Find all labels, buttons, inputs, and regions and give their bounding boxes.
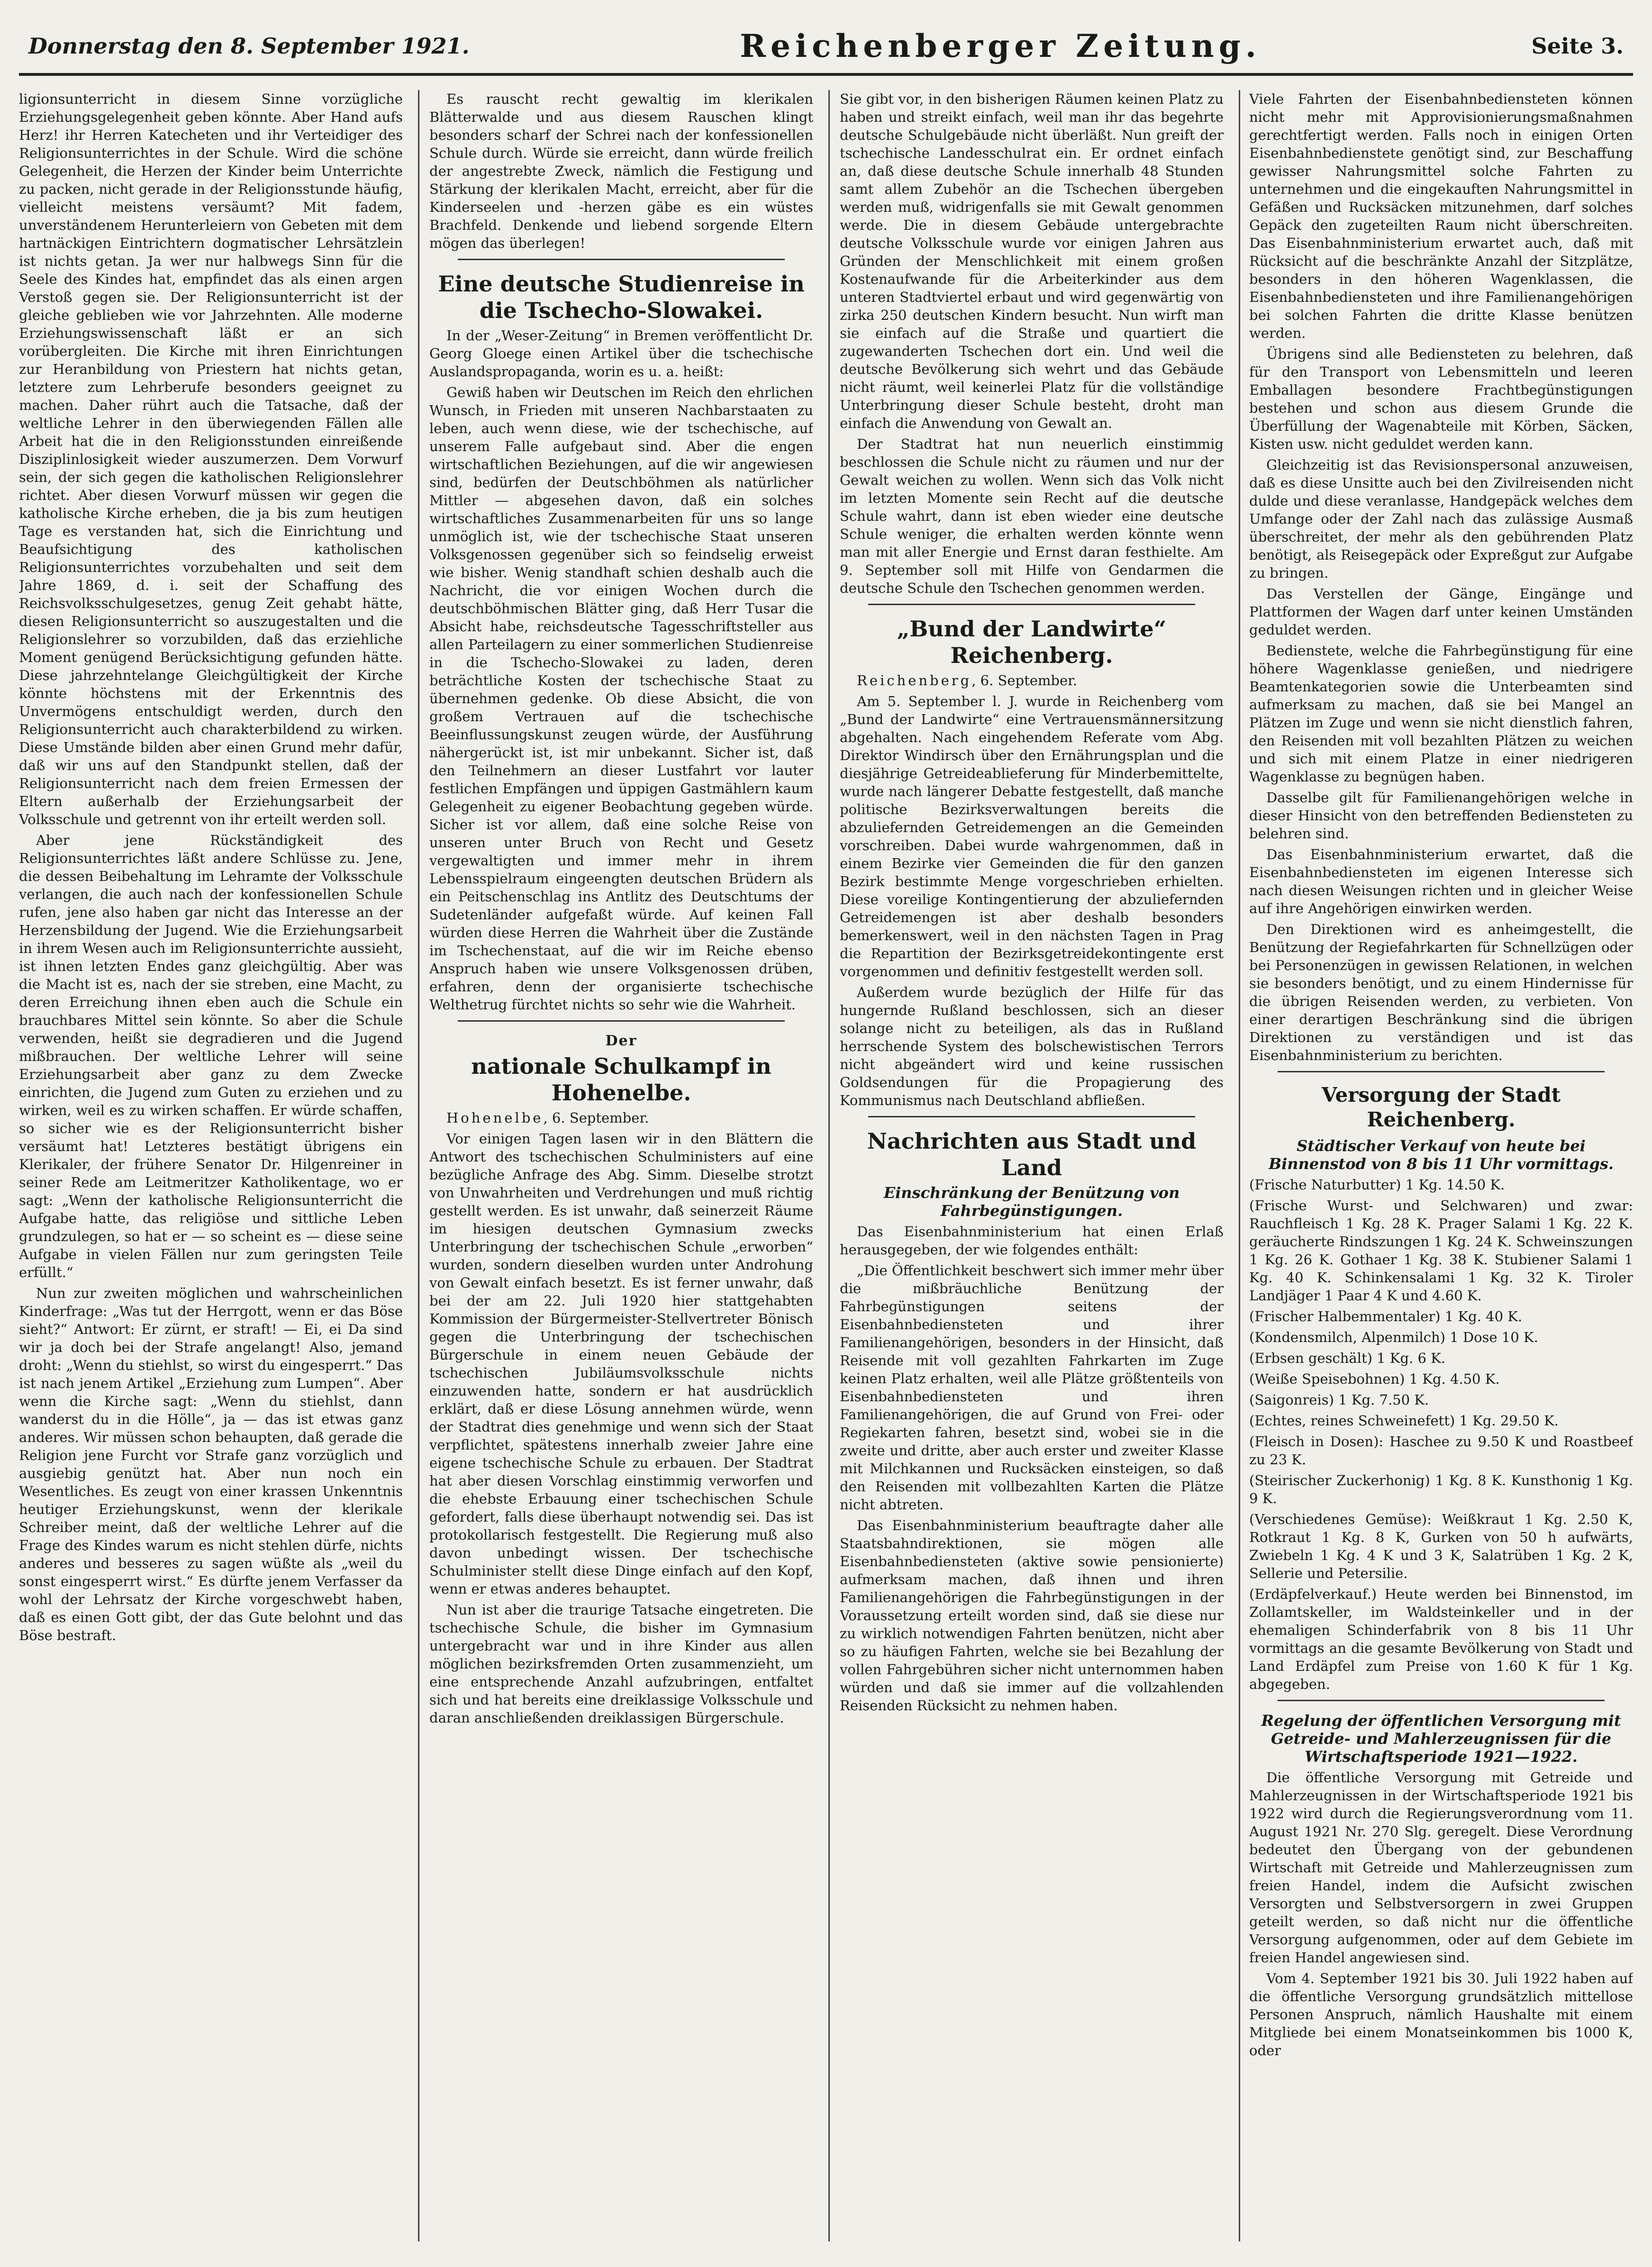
dateline-date: , 6. September. <box>971 672 1078 689</box>
paragraph: In der „Weser-Zeitung“ in Bremen veröffentlicht Dr. Georg Gloege einen Artikel über die tschechische Auslandspropaganda, worin es u. a. heißt: <box>429 327 813 380</box>
section-divider <box>1278 1700 1605 1701</box>
column-1 <box>19 90 403 2241</box>
article-headline: Versorgung der Stadt Reichenberg. <box>1321 1083 1561 1131</box>
price-item: (Erdäpfelverkauf.) Heute werden bei Binnenstod, im Zollamtskeller, im Waldsteinkeller und in der ehemaligen Schinderfabrik von 8 bis 11 Uhr vormittags an die gesamte Bevölkerung von Stadt und Land Erdäpfel zum Preise von 1.60 K für 1 Kg. abgegeben. <box>1249 1586 1633 1692</box>
paragraph: Das Eisenbahnministerium hat einen Erlaß herausgegeben, der wie folgendes enthält: <box>840 1224 1224 1258</box>
paragraph: Das Eisenbahnministerium erwartet, daß die Eisenbahnbediensteten im eigenen Interesse sich nach diesen Weisungen richten und in gleicher Weise auf ihre Angehörigen einwirken werden. <box>1249 846 1633 916</box>
newspaper-page <box>19 19 1633 2248</box>
paragraph: ligionsunterricht in diesem Sinne vorzügliche Erziehungsgelegenheit geben könnte. Aber Hand aufs Herz! ihr Herren Katecheten und ihr Verteidiger des Religionsunterrichtes in der Schule. Wird die schöne Gelegenheit, die Herzen der Kinder beim Unterrichte zu packen, nicht gerade in der Religionsstunde häufig, vielleicht meistens versäumt? Mit fadem, unverständenem Herunterleiern von Gebeten mit dem hartnäckigen Eintrichtern dogmatischer Lehrsätzlein ist nichts getan. Ja wer nur halbwegs Sinn für die Seele des Kindes hat, empfindet das als einen argen Verstoß gegen sie. Der Religionsunterricht ist der gleiche geblieben wie vor Jahrzehnten. Alle moderne Erziehungswissenschaft läßt er an sich vorübergleiten. Die Kirche mit ihren Einrichtungen zur Heranbildung von Priestern hat nichts getan, letztere zum Lehrberufe besonders geeignet zu machen. Daher rührt auch die Tatsache, daß der weltliche Lehrer in den überwiegenden Fällen alle Arbeit hat die in den Religionsstunden einreißende Disziplinlosigkeit wieder auszumerzen. Dem Vorwurf sein, der sich gegen die katholischen Religionslehrer richtet. Aber diesen Vorwurf müssen wir gegen die katholische Kirche erheben, die ja bis zum heutigen Tage es verstanden hat, sich die Einrichtung und Beaufsichtigung des katholischen Religionsunterrichtes vorzubehalten und seit dem Jahre 1869, d. i. seit der Schaffung des Reichsvolksschulgesetzes, genug Zeit gehabt hätte, diesen Religionsunterricht so auszugestalten und die Religionslehrer so vorzubilden, daß das erziehliche Moment genügend Berücksichtigung gefunden hätte. Diese jahrzehntelange Gleichgültigkeit der Kirche könnte höchstens mit der Erkenntnis des Unvermögens entschuldigt werden, durch den Religionsunterricht auch charakterbildend zu wirken. Diese Umstände bilden aber einen Grund mehr dafür, daß wir uns auf den Standpunkt stellen, daß der Religionsunterricht nach dem freien Ermessen der Eltern außerhalb der Erziehungsarbeit der Volksschule und getrennt von ihr erteilt werden soll. <box>19 91 403 827</box>
dateline-date: , 6. September. <box>543 1110 649 1126</box>
column-3 <box>840 90 1224 2241</box>
price-item: (Saigonreis) 1 Kg. 7.50 K. <box>1249 1392 1429 1408</box>
price-item: (Steirischer Zuckerhonig) 1 Kg. 8 K. Kunsthonig 1 Kg. 9 K. <box>1249 1472 1633 1506</box>
article-headline: Eine deutsche Studienreise in die Tschecho-Slowakei. <box>438 271 805 323</box>
section-divider <box>458 1020 785 1022</box>
paragraph: Es rauscht recht gewaltig im klerikalen Blätterwalde und aus diesem Rauschen klingt besonders scharf der Schrei nach der konfessionellen Schule durch. Würde sie erreicht, dann würde freilich der angestrebte Zweck, nämlich die Festigung und Stärkung der klerikalen Macht, erreicht, aber für die Kinderseelen und -herzen gäbe es ein wüstes Brachfeld. Denkende und liebend sorgende Eltern mögen das überlegen! <box>429 91 813 251</box>
dateline <box>429 1109 813 1127</box>
dateline-place: Reichenberg <box>857 672 972 689</box>
paragraph: Sie gibt vor, in den bisherigen Räumen keinen Platz zu haben und streikt einfach, weil man ihr das begehrte deutsche Schulgebäude nicht überläßt. Nun greift der tschechische Landesschulrat ein. Er ordnet einfach an, daß diese deutsche Schule innerhalb 48 Stunden samt allem Zubehör an die Tschechen übergeben werden muß, widrigenfalls sie mit Gewalt genommen werde. Die in diesem Gebäude untergebrachte deutsche Volksschule wurde vor einigen Jahren aus Gründen der Menschlichkeit mit einem großen Kostenaufwande für die Arbeiterkinder aus dem unteren Stadtviertel erbaut und wird gegenwärtig von zirka 250 deutschen Kindern besucht. Nun wirft man sie einfach auf die Straße und quartiert die zugewanderten Tschechen dort ein. Und weil die deutsche Bevölkerung sich wehrt und das Gebäude nicht räumt, weil keinerlei Platz für die vollständige Unterbringung dieser Schule besteht, droht man einfach die Anwendung von Gewalt an. <box>840 91 1224 431</box>
price-item: (Frische Wurst- und Selchwaren) und zwar: Rauchfleisch 1 Kg. 28 K. Prager Salami 1 Kg. 22 K. geräucherte Rindszungen 1 Kg. 24 K. Schweinszungen 1 Kg. 26 K. Gothaer 1 Kg. 38 K. Stubiener Salami 1 Kg. 40 K. Schinkensalami 1 Kg. 32 K. Tiroler Landjäger 1 Paar 4 K und 4.60 K. <box>1249 1197 1633 1304</box>
column-2 <box>429 90 813 2241</box>
paragraph: Nun zur zweiten möglichen und wahrscheinlichen Kinderfrage: „Was tut der Herrgott, wenn er das Böse sieht?“ Antwort: Er zürnt, er straft! — Ei, ei Da sind wir ja doch bei der Strafe angelangt! Also, jemand droht: „Wenn du stiehlst, so wirst du eingesperrt.“ Das ist nach jenem Artikel „Erziehung zum Lumpen“. Aber wenn die Kirche sagt: „Wenn du stiehlst, dann wanderst du in die Hölle“, ja — das ist etwas ganz anderes. Wir müssen schon behaupten, daß gerade die Religion jene Furcht vor Strafe ganz vorzüglich und ausgiebig genützt hat. Aber nun noch ein Wesentliches. Es zeugt von einer krassen Unkenntnis heutiger Erziehungskunst, wenn der klerikale Schreiber meint, daß der weltliche Lehrer auf die Frage des Kindes warum es nicht stehlen dürfe, nichts anderes und besseres zu sagen wüßte als „weil du sonst eingesperrt wirst.“ Es dürfte jenem Verfasser da wohl der Lehrsatz der Kirche vorgeschwebt haben, daß es einen Gott gibt, der das Gute belohnt und das Böse bestraft. <box>19 1285 403 1643</box>
price-item: (Fleisch in Dosen): Haschee zu 9.50 K und Roastbeef zu 23 K. <box>1249 1433 1633 1468</box>
dateline <box>840 671 1224 689</box>
price-item: (Verschiedenes Gemüse): Weißkraut 1 Kg. 2.50 K, Rotkraut 1 Kg. 8 K, Gurken von 50 h aufwärts, Zwiebeln 1 Kg. 4 K und 3 K, Salatrüben 1 Kg. 2 K, Sellerie und Petersilie. <box>1249 1511 1633 1581</box>
paragraph: Übrigens sind alle Bediensteten zu belehren, daß für den Transport von Lebensmitteln und leeren Emballagen besondere Frachtbegünstigungen bestehen und schon aus diesem Grunde die Überfüllung der Wagenabteile mit Körben, Säcken, Kisten usw. nicht geduldet werden kann. <box>1249 346 1633 452</box>
page-number: Seite 3. <box>1531 33 1624 59</box>
article-versorgung <box>1249 1083 1633 1693</box>
paragraph: Gewiß haben wir Deutschen im Reich den ehrlichen Wunsch, in Frieden mit unseren Nachbarstaaten zu leben, auch wenn diese, wie der tschechische, auf unserem Falle aufgebaut sind. Aber die engen wirtschaftlichen Beziehungen, auf die wir angewiesen sind, bedürfen der Deutschböhmen als natürlicher Mittler — abgesehen davon, daß ein solches wirtschaftliches Zusammenarbeiten für uns so lange unmöglich ist, wie der tschechische Staat unseren Volksgenossen gegenüber sich so feindselig erweist wie bisher. Wenig standhaft schien deshalb auch die Nachricht, die vor einigen Wochen durch die deutschböhmischen Blätter ging, daß Herr Tusar die Absicht habe, reichsdeutsche Tagesschriftsteller aus allen Parteilagern zu einer sommerlichen Studienreise in die Tschecho-Slowakei zu laden, deren beträchtliche Kosten der tschechische Staat zu übernehmen gedenke. Ob diese Absicht, die von großem Vertrauen auf die tschechische Beeinflussungskunst zeugen würde, der Ausführung nähergerückt ist, ist mir unbekannt. Sicher ist, daß den Teilnehmern an dieser Lustfahrt vor lauter festlichen Empfängen und üppigen Gastmählern kaum Gelegenheit zu eigener Beobachtung gegeben würde. Sicher ist vor allem, daß eine solche Reise von unseren unter Bruch von Recht und Gesetz vergewaltigten und immer mehr in ihrem Lebensspielraum eingeengten deutschen Brüdern als ein Peitschenschlag ins Antlitz des Deutschtums der Sudetenländer aufgefaßt würde. Auf keinen Fall würden diese Herren die Wahrheit über die Zustände im Tschechenstaat, auf die wir im Reiche ebenso Anspruch haben wie unsere Volksgenossen drüben, erfahren, denn der organisierte tschechische Welthetrug fürchtet nichts so sehr wie die Wahrheit. <box>429 384 813 1013</box>
paragraph: Am 5. September l. J. wurde in Reichenberg vom „Bund der Landwirte“ eine Vertrauensmännersitzung abgehalten. Nach eingehendem Referate vom Abg. Direktor Windirsch über den Ernährungsplan und die diesjährige Getreideablieferung für Minderbemittelte, wurde nach längerer Debatte festgestellt, daß manche politische Bezirksverwaltungen bereits die abzuliefernden Getreidemengen an die Gemeinden vorschreiben. Dabei wurde wahrgenommen, daß in einem Bezirke vier Gemeinden die für den ganzen Bezirk bestimmte Menge vorgeschrieben erhielten. Diese voreilige Kontingentierung der abzuliefernden Getreidemengen ist aber deshalb besonders bemerkenswert, weil in den nächsten Tagen in Prag die Repartition der Bezirksgetreidekontingente erst vorgenommen und definitiv festgestellt werden soll. <box>840 693 1224 979</box>
article-headline: Regelung der öffentlichen Versorgung mit Getreide- und Mahlerzeugnissen für die Wirtschaftsperiode 1921—1922. <box>1261 1712 1621 1766</box>
article-studienreise <box>429 271 813 1014</box>
masthead <box>19 19 1633 76</box>
article-subheadline: Einschränkung der Benützung von Fahrbegünstigungen. <box>883 1184 1180 1220</box>
paragraph: Den Direktionen wird es anheimgestellt, die Benützung der Regiefahrkarten für Schnellzügen oder bei Personenzügen in gewissen Relationen, in welchen sie besonders benötigt, und zu einem Hindernisse für die übrigen Reisenden werden, zu verbieten. Von einer derartigen Beschränkung sind die übrigen Direktionen zu verständigen und ist das Eisenbahnministerium zu berichten. <box>1249 921 1633 1063</box>
paragraph: Gleichzeitig ist das Revisionspersonal anzuweisen, daß es diese Unsitte auch bei den Zivilreisenden nicht dulde und diese veranlasse, Handgepäck welches dem Umfange oder der Zahl nach das zulässige Ausmaß überschreitet, der mehr als den gebührenden Platz benötigt, als Reisegepäck oder Expreßgut zur Aufgabe zu bringen. <box>1249 457 1633 581</box>
section-divider <box>868 604 1195 605</box>
paragraph: Der Stadtrat hat nun neuerlich einstimmig beschlossen die Schule nicht zu räumen und nur der Gewalt weichen zu wollen. Wenn sich das Volk nicht im letzten Momente sein Recht auf die deutsche Schule wahrt, dann ist eben wieder eine deutsche Schule weniger, die erhalten werden könnte wenn man mit aller Energie und Ernst daran festhielte. Am 9. September soll mit Hilfe von Gendarmen die deutsche Schule den Tschechen genommen werden. <box>840 436 1224 596</box>
article-bund-der-landwirte <box>840 616 1224 1109</box>
article-regelung <box>1249 1712 1633 2059</box>
price-item: (Frische Naturbutter) 1 Kg. 14.50 K. <box>1249 1177 1505 1193</box>
article-kicker: Der <box>605 1033 637 1049</box>
newspaper-title: Reichenberger Zeitung. <box>740 27 1261 64</box>
article-headline: „Bund der Landwirte“ Reichenberg. <box>897 616 1167 668</box>
price-item: (Echtes, reines Schweinefett) 1 Kg. 29.50 K. <box>1249 1413 1559 1429</box>
paragraph: Das Verstellen der Gänge, Eingänge und Plattformen der Wagen darf unter keinen Umständen geduldet werden. <box>1249 586 1633 638</box>
section-divider <box>458 259 785 260</box>
paragraph: Bedienstete, welche die Fahrbegünstigung für eine höhere Wagenklasse genießen, und niedrigere Beamtenkategorien sowie die Unterbeamten sind aufmerksam zu machen, daß sie bei Mangel an Plätzen im Zuge und wenn sie nicht dienstlich fahren, den Reisenden mit voll bezahlten Plätzen zu weichen und sich mit einem Platze in einer niedrigeren Wagenklasse zu begnügen haben. <box>1249 643 1633 785</box>
paragraph: Das Eisenbahnministerium beauftragte daher alle Staatsbahndirektionen, sie mögen alle Eisenbahnbediensteten (aktive sowie pensionierte) aufmerksam machen, daß ihnen und ihren Familienangehörigen die Fahrbegünstigungen in der Voraussetzung erteilt worden sind, daß sie diese nur zu wirklich notwendigen Fahrten benützen, nicht aber so zu häufigen Fahrten, welche sie bei Bezahlung der vollen Fahrgebühren sicher nicht unternommen haben würden und daß sie immer auf die vollzahlenden Reisenden Rücksicht zu nehmen haben. <box>840 1517 1224 1714</box>
column-divider <box>828 90 830 2241</box>
article-headline: nationale Schulkampf in Hohenelbe. <box>471 1053 772 1106</box>
article-schulkampf <box>429 1032 813 1727</box>
paragraph: Viele Fahrten der Eisenbahnbediensteten können nicht mehr mit Approvisionierungsmaßnahmen gerechtfertigt werden. Falls noch in einigen Orten Eisenbahnbedienstete genötigt sind, zur Beschaffung gewisser Nahrungsmittel solche Fahrten zu unternehmen und die eingekauften Nahrungsmittel in Gefäßen und Rucksäcken mitzunehmen, darf solches Gepäck den zugeteilten Raum nicht überschreiten. Das Eisenbahnministerium erwartet auch, daß mit Rücksicht auf die beschränkte Anzahl der Sitzplätze, besonders in den höheren Wagenklassen, die Eisenbahnbediensteten und ihre Familienangehörigen bei solchen Fahrten die dritte Klasse benützen werden. <box>1249 91 1633 341</box>
paragraph: „Die Öffentlichkeit beschwert sich immer mehr über die mißbräuchliche Benützung der Fahrbegünstigungen seitens der Eisenbahnbediensteten und ihrer Familienangehörigen, besonders in der Hinsicht, daß Reisende mit voll gezahlten Fahrkarten im Zuge keinen Platz erhalten, weil alle Plätze größtenteils von Eisenbahnbediensteten und ihren Familienangehörigen, die auf Grund von Frei- oder Regiekarten fahren, besetzt sind, wobei sie in die zweite und dritte, aber auch erster und zweiter Klasse mit Milchkannen und Rucksäcken einsteigen, so daß den Reisenden mit vollbezahlten Karten die Plätze nicht abtreten. <box>840 1262 1224 1513</box>
price-item: (Weiße Speisebohnen) 1 Kg. 4.50 K. <box>1249 1371 1500 1387</box>
article-subheadline: Städtischer Verkauf von heute bei Binnenstod von 8 bis 11 Uhr vormittags. <box>1269 1137 1614 1173</box>
section-divider <box>868 1116 1195 1117</box>
paragraph: Nun ist aber die traurige Tatsache eingetreten. Die tschechische Schule, die bisher im Gymnasium untergebracht war und in ihre Kinder aus allen möglichen bezirksfremden Orten zusammenzieht, um eine entsprechende Anzahl aufzubringen, entfaltet sich und hat bereits eine dreiklassige Volksschule und daran anschließenden dreiklassigen Bürgerschule. <box>429 1602 813 1726</box>
paragraph: Aber jene Rückständigkeit des Religionsunterrichtes läßt andere Schlüsse zu. Jene, die dessen Beibehaltung im Lehramte der Volksschule verlangen, die auch nach der konfessionellen Schule rufen, jene also haben gar nicht das Interesse an der Herzensbildung der Jugend. Wie die Erziehungsarbeit in ihrem Wesen auch im Religionsunterrichte aussieht, ist ihnen letzten Endes ganz gleichgültig. Aber was die Macht ist es, nach der sie streben, eine Macht, zu deren Erreichung ihnen eben auch die Schule ein brauchbares Mittel sein könnte. So aber die Schule verwenden, heißt sie degradieren und die Jugend mißbrauchen. Der weltliche Lehrer will seine Erziehungsarbeit aber ganz zu dem Zwecke einrichten, die Jugend zum Guten zu erziehen und zu wirken, weil es zu wirken schaffen. Er würde schaffen, so sicher wie es der Religionsunterricht bisher versäumt hat! Letzteres bestätigt übrigens ein Klerikaler, der frühere Senator Dr. Hilgenreiner in seiner Rede am Leitmeritzer Katholikentage, wo er sagt: „Wenn der katholische Religionsunterricht die Aufgabe hatte, das religiöse und sittliche Leben grundzulegen, so hat er — so scheint es — diese seine Aufgabe in vielen Fällen nur zum geringsten Teile erfüllt.“ <box>19 832 403 1280</box>
paragraph: Vor einigen Tagen lasen wir in den Blättern die Antwort des tschechischen Schulministers auf eine bezügliche Anfrage des Abg. Simm. Dieselbe strotzt von Unwahrheiten und Verdrehungen und muß richtig gestellt werden. Es ist unwahr, daß seinerzeit Räume im hiesigen deutschen Gymnasium zwecks Unterbringung der tschechischen Schule „erworben“ wurden, sondern dieselben wurden unter Androhung von Gewalt einfach besetzt. Es ist ferner unwahr, daß bei der am 22. Juli 1920 hier stattgehabten Kommission der Bürgermeister-Stellvertreter Bönisch gegen die Unterbringung der tschechischen Bürgerschule in einem neuen Gebäude der tschechischen Jubiläumsvolksschule nichts einzuwenden hatte, sondern er hat ausdrücklich erklärt, daß er diese Lösung annehmen würde, wenn der Stadtrat dies genehmige und wenn sich der Staat verpflichtet, spätestens innerhalb zweier Jahre eine eigene tschechische Schule zu erbauen. Der Stadtrat hat aber diesen Vorschlag einstimmig verworfen und die ehebste Erbauung einer tschechischen Schule gefordert, falls diese überhaupt notwendig sei. Das ist protokollarisch festgestellt. Die Regierung muß also davon unbedingt wissen. Der tschechische Schulminister stellt diese Dinge einfach auf den Kopf, wenn er etwas anderes behauptet. <box>429 1131 813 1597</box>
price-item: (Kondensmilch, Alpenmilch) 1 Dose 10 K. <box>1249 1329 1538 1345</box>
price-item: (Frischer Halbemmentaler) 1 Kg. 40 K. <box>1249 1308 1523 1324</box>
paragraph: Dasselbe gilt für Familienangehörigen welche in dieser Hinsicht von den betreffenden Bediensteten zu belehren sind. <box>1249 789 1633 842</box>
dateline-place: Hohenelbe <box>446 1110 544 1126</box>
article-nachrichten <box>840 1128 1224 1714</box>
paragraph: Die öffentliche Versorgung mit Getreide und Mahlerzeugnissen in der Wirtschaftsperiode 1921 bis 1922 wird durch die Regierungsverordnung vom 11. August 1921 Nr. 270 Slg. geregelt. Diese Verordnung bedeutet den Übergang von der gebundenen Wirtschaft mit Getreide und Mahlerzeugnissen zum freien Handel, indem die Aufsicht zwischen Versorgten und Selbstversorgern in zwei Gruppen geteilt werden, so daß nicht nur die öffentliche Versorgung aufgenommen, oder auf dem Gebiete im freien Handel angewiesen sind. <box>1249 1769 1633 1966</box>
section-divider <box>1278 1071 1605 1072</box>
paragraph: Vom 4. September 1921 bis 30. Juli 1922 haben auf die öffentliche Versorgung grundsätzlich mittellose Personen Anspruch, nämlich Haushalte mit einem Mitgliede bei einem Monatseinkommen bis 1000 K, oder <box>1249 1970 1633 2058</box>
issue-date: Donnerstag den 8. September 1921. <box>28 33 470 59</box>
price-item: (Erbsen geschält) 1 Kg. 6 K. <box>1249 1350 1446 1366</box>
column-divider <box>1239 90 1240 2241</box>
paragraph: Außerdem wurde bezüglich der Hilfe für das hungernde Rußland beschlossen, sich an dieser solange nicht zu beteiligen, als das in Rußland herrschende System des bolschewistischen Terrors nicht abgeändert wird und keine russischen Goldsendungen für die Propagierung des Kommunismus nach Deutschland abfließen. <box>840 984 1224 1108</box>
column-4 <box>1249 90 1633 2241</box>
price-list <box>1249 1176 1633 1693</box>
column-divider <box>418 90 419 2241</box>
section-headline: Nachrichten aus Stadt und Land <box>867 1128 1197 1180</box>
